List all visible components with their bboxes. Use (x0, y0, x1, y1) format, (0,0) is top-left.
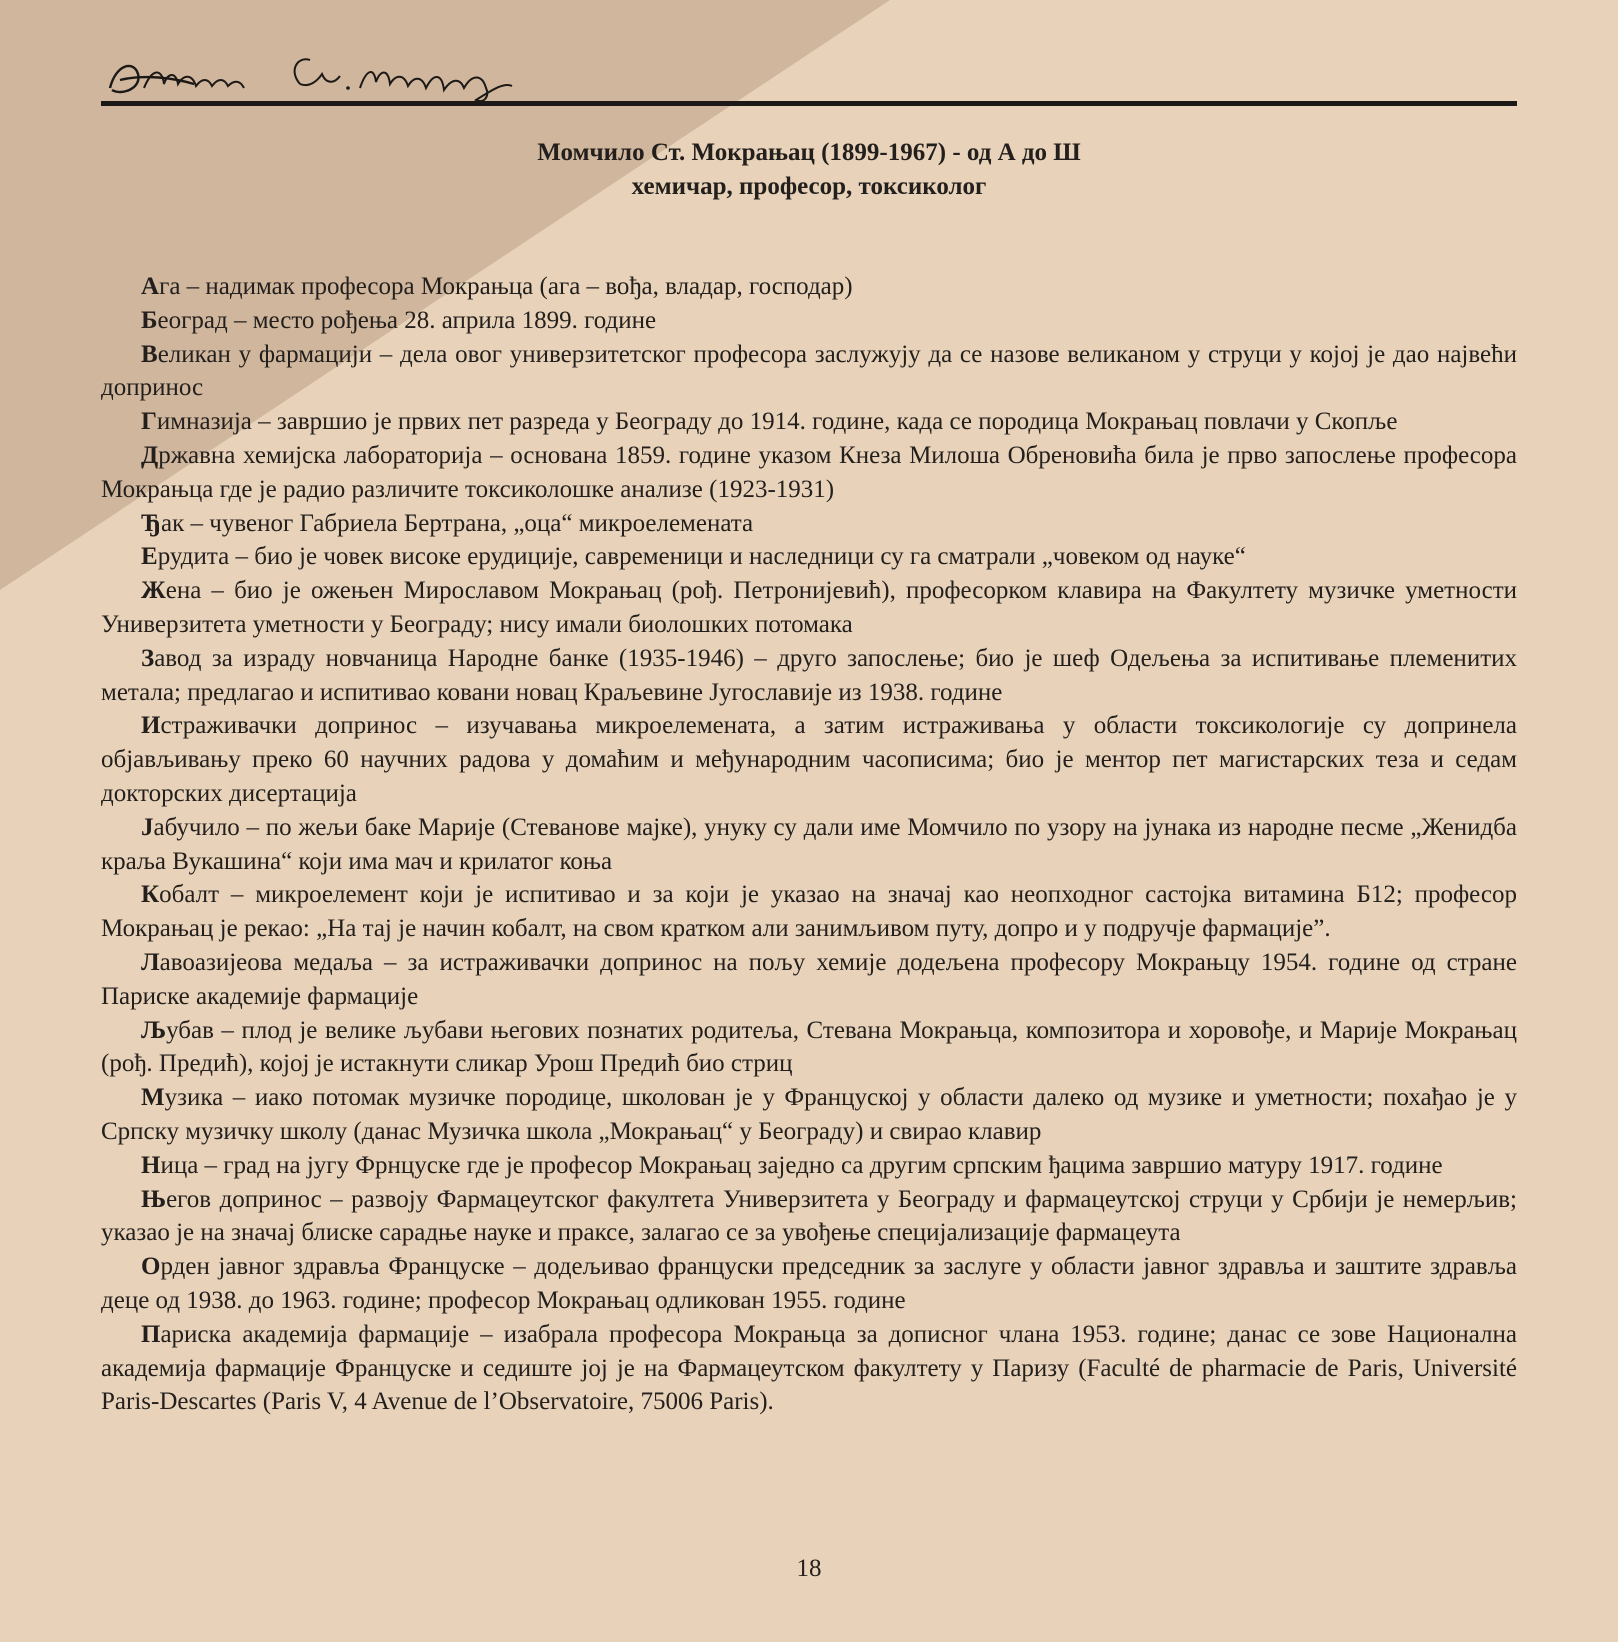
header-rule (101, 101, 1517, 106)
entry-initial: Н (141, 1151, 161, 1179)
entry-jabucilo (101, 811, 1517, 879)
entry-lavoazijeova-medalja (101, 946, 1517, 1014)
entry-initial: Њ (141, 1185, 167, 1213)
entry-text: узика – иако потомак музичке породице, школован је у Француској у области далеко од музике и уметности; похађао је у Српску музичку школу (данас Музичка школа „Мокрањац“ у Београду) и свирао клавир (101, 1084, 1517, 1145)
entry-text: авоазијеова медаља – за истраживачки допринос на пољу хемије додељена професору Мокрањцу 1954. године од стране Париске академије фармације (101, 948, 1517, 1010)
entry-initial: З (141, 644, 155, 672)
entry-initial: Ђ (141, 509, 161, 537)
entry-pariska-akademija (101, 1318, 1517, 1419)
entry-text: га – надимак професора Мокрањца (ага – вођа, владар, господар) (159, 273, 853, 300)
entry-erudita (101, 540, 1517, 574)
entry-kobalt (101, 878, 1517, 946)
page-title (101, 136, 1517, 204)
entry-text: абучило – по жељи баке Марије (Стеванове мајке), унуку су дали име Момчило по узору на јунака из народне песме „Женидба краља Вукашина“ који има мач и крилатог коња (101, 813, 1517, 875)
entry-text: егов допринос – развоју Фармацеутског факултета Универзитета у Београду и фармацеутској струци у Србији је немерљив; указао је на значај блиске сарадње науке и праксе, залагао се за увођење специјализације фармацеута (101, 1185, 1517, 1247)
entry-text: рудита – био је човек високе ерудиције, савременици и наследници су га сматрали „човеком од науке“ (157, 543, 1246, 571)
entry-gimnazija (101, 405, 1517, 439)
entry-initial: Л (141, 948, 160, 976)
entry-initial: И (141, 712, 161, 740)
entry-initial: О (141, 1253, 161, 1281)
entry-text: еликан у фармацији – дела овог универзитетског професора заслужују да се назове великаном у струци у којој је дао највећи допринос (101, 340, 1517, 402)
entry-text: рден јавног здравља Француске – додељивао француски председник за заслуге у области јавног здравља и заштите здравља деце од 1938. до 1963. године; професор Мокрањац одликован 1955. године (101, 1253, 1517, 1314)
entry-zena (101, 574, 1517, 642)
entry-initial: Д (141, 441, 159, 469)
entry-text: обалт – микроелемент који је испитивао и за који је указао на значај као неопходног састојка витамина Б12; професор Мокрањац је рекао: „На тај је начин кобалт, на свом кратком али занимљивом путу, допро и у подручје фармације”. (101, 881, 1517, 943)
entry-initial: П (141, 1320, 161, 1348)
signature-image (104, 44, 524, 106)
entry-orden (101, 1250, 1517, 1318)
entry-text: убав – плод је велике љубави његових познатих родитеља, Стевана Мокрањца, композитора и хоровође, и Марије Мокрањац (рођ. Предић), којој је истакнути сликар Урош Предић био стриц (101, 1016, 1517, 1078)
entry-initial: Б (141, 306, 158, 334)
entry-list (101, 270, 1517, 1419)
entry-istrazivacki-doprinos (101, 709, 1517, 810)
entry-initial: В (141, 340, 158, 368)
entry-initial: М (141, 1084, 165, 1112)
entry-text: авод за израду новчаница Народне банке (1935-1946) – друго запослење; био је шеф Одељења за испитивање племенитих метала; предлагао и испитивао ковани новац Краљевине Југославије из 1938. године (101, 644, 1517, 706)
entry-muzika (101, 1081, 1517, 1149)
entry-text: еоград – место рођења 28. априла 1899. године (157, 306, 657, 334)
entry-text: имназија – завршио је првих пет разреда у Београду до 1914. године, када се породица Мокрањац повлачи у Скопље (156, 408, 1398, 436)
entry-nica (101, 1149, 1517, 1183)
entry-njegov-doprinos (101, 1183, 1517, 1251)
entry-aga (101, 270, 1517, 304)
title-line-2: хемичар, професор, токсиколог (631, 173, 987, 200)
entry-initial: Ј (141, 813, 154, 841)
entry-text: ена – био је ожењен Мирославом Мокрањац (рођ. Петронијевић), професорком клавира на Факултету музичке уметности Универзитета уметности у Београду; нису имали биолошких потомака (101, 577, 1517, 638)
entry-text: страживачки допринос – изучавања микроелемената, а затим истраживања у области токсикологије су допринела објављивању преко 60 научних радова у домаћим и међународним часописима; био је ментор пет магистарских теза и седам докторских дисертација (101, 712, 1517, 807)
entry-drzavna-laboratorija (101, 439, 1517, 507)
entry-initial: Ж (141, 577, 166, 605)
entry-text: ржавна хемијска лабораторија – основана 1859. године указом Кнеза Милоша Обреновића била је прво запослење професора Мокрањца где је радио различите токсиколошке анализе (1923-1931) (101, 441, 1517, 503)
entry-initial: К (141, 881, 160, 909)
page-number: 18 (796, 1555, 822, 1582)
entry-beograd (101, 304, 1517, 338)
entry-initial: Е (141, 543, 158, 571)
entry-zavod (101, 642, 1517, 710)
entry-text: ица – град на југу Фрнцуске где је професор Мокрањац заједно са другим српским ђацима завршио матуру 1917. године (160, 1151, 1443, 1179)
entry-initial: Љ (141, 1016, 167, 1044)
entry-text: ариска академија фармације – изабрала професора Мокрањца за дописног члана 1953. године; данас се зове Национална академија фармације Француске и седиште јој је на Фармацеутском факултету у Паризу (Faculté de pharmacie de Paris, Université Paris-Descartes (Paris V, 4 Avenue de l’Observatoire, 75006 Paris). (101, 1320, 1517, 1416)
entry-ljubav (101, 1014, 1517, 1082)
entry-initial: А (141, 273, 160, 300)
entry-initial: Г (141, 408, 157, 436)
entry-velikan (101, 338, 1517, 406)
entry-djak (101, 507, 1517, 541)
entry-text: ак – чувеног Габриела Бертрана, „оца“ микроелемената (161, 509, 754, 537)
title-line-1: Момчило Ст. Мокрањац (1899-1967) - од А до Ш (537, 139, 1081, 166)
